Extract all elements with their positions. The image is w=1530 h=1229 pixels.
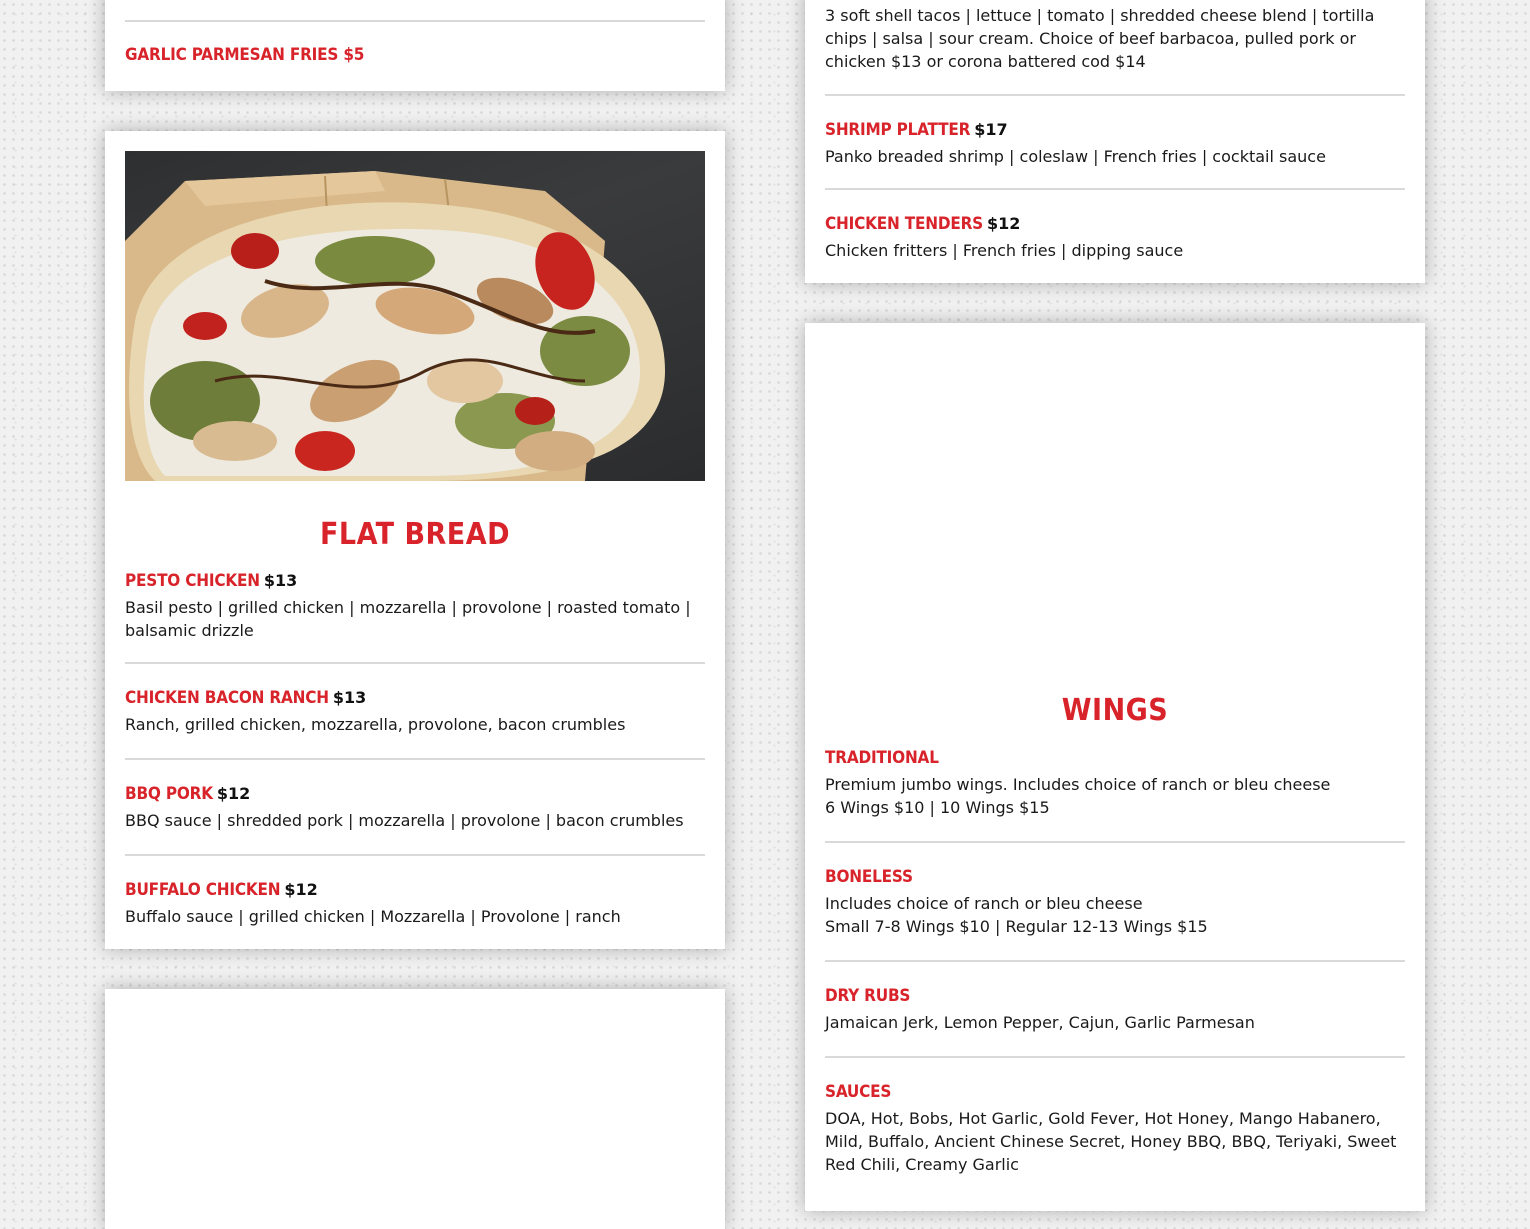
menu-item <box>825 211 1405 262</box>
item-name: CHICKEN TENDERS <box>825 214 983 234</box>
item-price: $13 <box>263 571 298 590</box>
item-pricing: Small 7-8 Wings $10 | Regular 12-13 Wings $15 <box>825 917 1208 936</box>
menu-item <box>825 983 1405 1058</box>
item-description: Premium jumbo wings. Includes choice of ranch or bleu cheese <box>825 775 1331 794</box>
item-pricing: 6 Wings $10 | 10 Wings $15 <box>825 798 1050 817</box>
item-name: CHICKEN BACON RANCH <box>125 688 329 708</box>
item-description: BBQ sauce | shredded pork | mozzarella | provolone | bacon crumbles <box>125 811 684 830</box>
item-price: $12 <box>284 880 318 899</box>
flatbread-card <box>105 131 725 949</box>
sides-card <box>105 0 725 91</box>
section-title-wings: WINGS <box>1061 693 1169 728</box>
item-description: Ranch, grilled chicken, mozzarella, provolone, bacon crumbles <box>125 715 626 734</box>
item-description: Buffalo sauce | grilled chicken | Mozzarella | Provolone | ranch <box>125 907 621 926</box>
item-name-garlic-parmesan-fries: GARLIC PARMESAN FRIES $5 <box>125 45 365 65</box>
item-name: DRY RUBS <box>825 986 911 1006</box>
item-name: SHRIMP PLATTER <box>825 120 971 140</box>
item-description: Includes choice of ranch or bleu cheese <box>825 894 1143 913</box>
wings-photo-placeholder <box>825 323 1405 693</box>
item-description: DOA, Hot, Bobs, Hot Garlic, Gold Fever, Hot Honey, Mango Habanero, Mild, Buffalo, Ancient Chinese Secret, Honey BBQ, BBQ, Teriyaki, Sweet Red Chili, Creamy Garlic <box>825 1109 1397 1174</box>
item-name: PESTO CHICKEN <box>125 571 260 591</box>
divider <box>125 20 705 65</box>
item-name: TRADITIONAL <box>825 748 939 768</box>
wings-card <box>805 323 1425 1211</box>
item-name: SAUCES <box>825 1082 892 1102</box>
menu-item-tacos <box>825 4 1405 96</box>
blank-card <box>105 989 725 1229</box>
wings-items <box>825 745 1405 1176</box>
menu-item <box>825 864 1405 962</box>
menu-item <box>125 568 705 664</box>
item-name: BUFFALO CHICKEN <box>125 880 281 900</box>
item-description: Panko breaded shrimp | coleslaw | French fries | cocktail sauce <box>825 147 1326 166</box>
menu-item <box>125 877 705 928</box>
menu-item <box>125 781 705 856</box>
item-description: Basil pesto | grilled chicken | mozzarella | provolone | roasted tomato | balsamic drizzle <box>125 598 691 640</box>
item-name: BONELESS <box>825 867 913 887</box>
menu-item <box>825 745 1405 843</box>
flatbread-photo-image <box>125 151 705 481</box>
flatbread-items <box>125 568 705 928</box>
item-description: Jamaican Jerk, Lemon Pepper, Cajun, Garlic Parmesan <box>825 1013 1255 1032</box>
menu-item <box>825 117 1405 190</box>
item-price: $12 <box>987 214 1021 233</box>
entrees-card <box>805 0 1425 283</box>
item-price: $17 <box>974 120 1008 139</box>
item-description: Chicken fritters | French fries | dipping sauce <box>825 241 1184 260</box>
item-name: BBQ PORK <box>125 784 213 804</box>
item-price: $13 <box>332 688 367 707</box>
menu-item <box>825 1079 1405 1176</box>
item-price: $12 <box>216 784 251 803</box>
section-title-flat-bread: FLAT BREAD <box>319 517 511 552</box>
item-description: 3 soft shell tacos | lettuce | tomato | shredded cheese blend | tortilla chips | salsa | sour cream. Choice of beef barbacoa, pulled pork or chicken $13 or corona battered cod $14 <box>825 6 1375 71</box>
flatbread-photo <box>125 151 705 481</box>
menu-item <box>125 685 705 760</box>
